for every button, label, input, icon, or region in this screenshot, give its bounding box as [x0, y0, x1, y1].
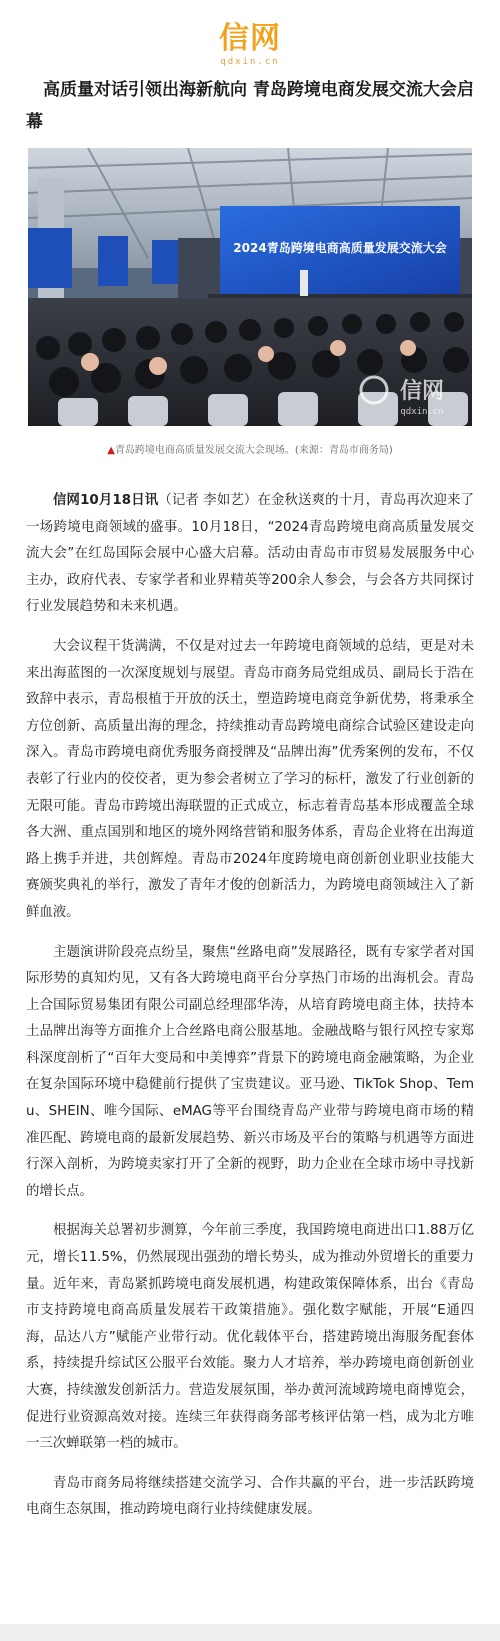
article-title: 高质量对话引领出海新航向 青岛跨境电商发展交流大会启幕 — [26, 80, 474, 132]
paragraph-text: （记者 李如艺）在金秋送爽的十月，青岛再次迎来了一场跨境电商领域的盛事。10月18日，“2024青岛跨境电商高质量发展交流大会”在红岛国际会展中心盛大启幕。活动由青岛市市贸易发展服务中心主办，政府代表、专家学者和业界精英等200余人参会，与会各方共同探讨行业发展趋势和未来机遇。 — [26, 493, 474, 615]
watermark-name: 信网 — [399, 379, 445, 404]
logo-name: 信网 — [219, 21, 281, 56]
photo-caption — [0, 444, 500, 458]
paragraph-lead: 信网10月18日讯 — [53, 493, 159, 508]
conference-hall-image — [28, 148, 472, 426]
paragraph-text: 青岛市商务局将继续搭建交流学习、合作共赢的平台，进一步活跃跨境电商生态氛围，推动跨境电商行业持续健康发展。 — [26, 1475, 474, 1518]
watermark-domain: qdxin.cn — [400, 407, 444, 417]
paragraph-2 — [26, 634, 474, 927]
paragraph-1 — [26, 488, 474, 621]
footer-bar — [0, 1624, 500, 1641]
paragraph-3 — [26, 940, 474, 1206]
paragraph-text: 主题演讲阶段亮点纷呈，聚焦“丝路电商”发展路径，既有专家学者对国际形势的真知灼见，又有各大跨境电商平台分享热门市场的出海机会。青岛上合国际贸易集团有限公司副总经理邵华涛，从培育跨境电商主体，扶持本土品牌出海等方面推介上合丝路电商公服基地。金融战略与银行风控专家郑科深度剖析了“百年大变局和中美博弈”背景下的跨境电商金融策略，为企业在复杂国际环境中稳健前行提供了宝贵建议。亚马逊、TikTok Shop、Temu、SHEIN、唯今国际、eMAG等平台围绕青岛产业带与跨境电商市场的精准匹配、跨境电商的最新发展趋势、新兴市场及平台的策略与机遇等方面进行深入剖析，为跨境卖家打开了全新的视野，助力企业在全球市场中寻找新的增长点。 — [26, 944, 474, 1199]
stage-banner-text: 2024青岛跨境电商高质量发展交流大会 — [233, 241, 447, 255]
paragraph-text: 根据海关总署初步测算，今年前三季度，我国跨境电商进出口1.88万亿元，增长11.5%，仍然展现出强劲的增长势头，成为推动外贸增长的重要力量。近年来，青岛紧抓跨境电商发展机遇，构建政策保障体系，出台《青岛市支持跨境电商高质量发展若干政策措施》。强化数字赋能，开展“E通四海，品达八方”赋能产业带行动。优化载体平台，搭建跨境出海服务配套体系，持续提升综试区公服平台效能。聚力人才培养，举办跨境电商创新创业大赛，持续激发创新活力。营造发展氛围，举办黄河流域跨境电商博览会，促进行业资源高效对接。连续三年获得商务部考核评估第一档，成为北方唯一三次蝉联第一档的城市。 — [26, 1223, 474, 1452]
site-logo[interactable] — [0, 22, 500, 68]
triangle-up-icon: ▲ — [107, 445, 115, 456]
logo-domain: qdxin.cn — [220, 57, 280, 67]
paragraph-4 — [26, 1218, 474, 1457]
article-body — [26, 488, 474, 1537]
paragraph-5 — [26, 1471, 474, 1524]
paragraph-text: 大会议程干货满满，不仅是对过去一年跨境电商领域的总结，更是对未来出海蓝图的一次深度规划与展望。青岛市商务局党组成员、副局长于浩在致辞中表示，青岛根植于开放的沃土，塑造跨境电商竞争新优势，将秉承全方位创新、高质量出海的理念，持续推动青岛跨境电商综合试验区建设走向深入。青岛市跨境电商优秀服务商授牌及“品牌出海”优秀案例的发布，不仅表彰了行业内的佼佼者，更为参会者树立了学习的标杆，激发了行业创新的无限可能。青岛市跨境出海联盟的正式成立，标志着青岛基本形成覆盖全球各大洲、重点国别和地区的境外网络营销和服务体系，青岛企业将在出海道路上携手并进，共创辉煌。青岛市2024年度跨境电商创新创业职业技能大赛颁奖典礼的举行，激发了青年才俊的创新活力，为跨境电商领域注入了新鲜血液。 — [26, 638, 474, 920]
article-photo — [28, 148, 472, 426]
caption-text: 青岛跨境电商高质量发展交流大会现场。(来源：青岛市商务局) — [114, 445, 393, 456]
